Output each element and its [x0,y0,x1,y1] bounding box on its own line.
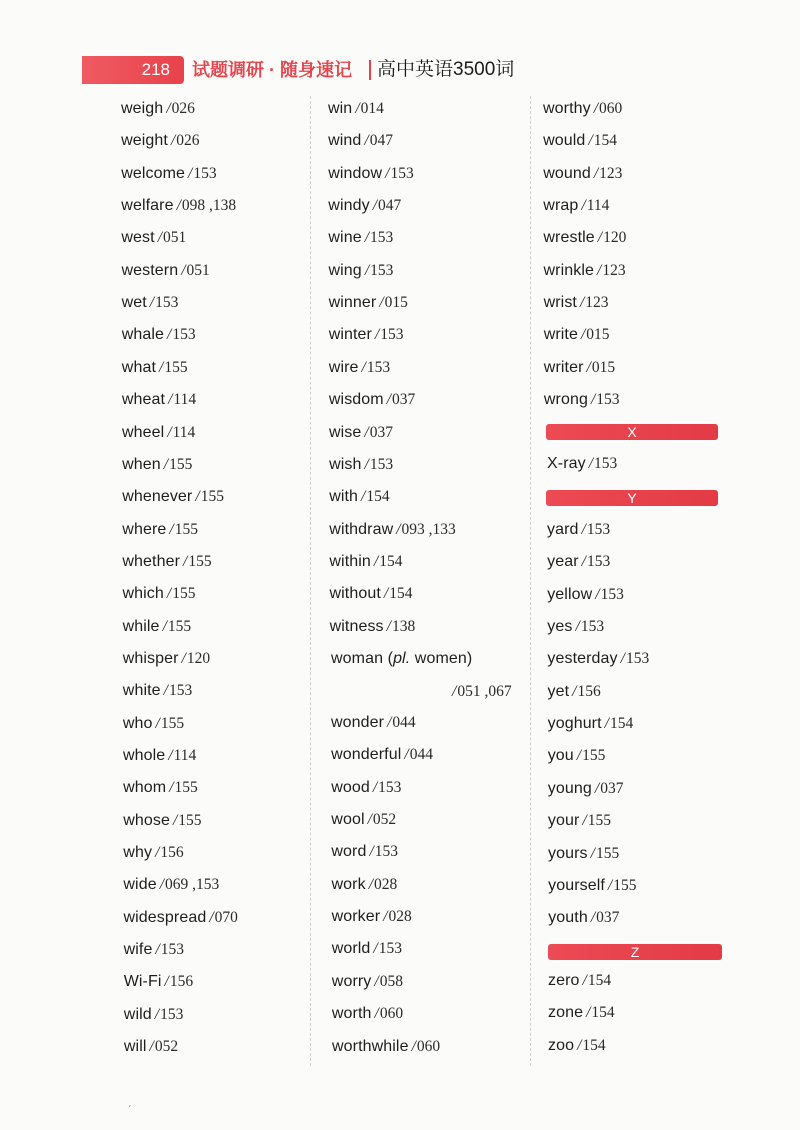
entry-pages: / 093 ,133 [393,521,456,538]
entry-word: wire [328,358,359,376]
entry-pages: / 052 [147,1038,179,1055]
entry-word: wrist [543,294,577,312]
entry-pages: / 114 [578,197,609,214]
entry-word: weight [121,132,168,150]
entry-pages: / 155 [588,845,620,862]
entry-pages: / 015 [376,294,408,311]
entry-plural: women) [410,650,473,667]
entry-pages: / 155 [153,715,185,732]
entry-pages: / 070 [206,909,238,926]
entry-pages: / 114 [165,747,196,764]
entry-pages: / 155 [156,359,188,376]
word-entry [121,227,186,249]
word-entry [329,357,390,379]
word-entry [548,1035,606,1057]
word-entry [543,227,626,249]
entry-pages: / 058 [371,973,403,990]
entry-pages: / 155 [180,553,212,570]
entry-pages: / 014 [352,100,384,117]
word-entry [543,130,617,152]
word-entry [122,454,192,476]
entry-pages: / 153 [152,941,184,958]
entry-pages: / 155 [160,618,192,635]
word-entry [544,292,609,314]
entry-word: why [123,844,153,862]
section-letter: X [627,424,637,440]
entry-pages: / 155 [574,747,606,764]
entry-word: wrestle [543,229,595,247]
word-entry [544,389,620,411]
entry-pages: / 153 [579,521,611,538]
entry-pages: / 047 [370,197,402,214]
entry-pages: / 155 [166,779,198,796]
word-entry [123,616,192,638]
word-entry [548,843,619,865]
entry-pages: / 154 [585,132,617,149]
word-entry [331,841,398,863]
entry-pages: / 155 [192,488,224,505]
entry-word: winner [328,294,377,312]
word-entry [548,875,636,897]
entry-pages: / 037 [384,391,416,408]
page-number-tab [82,56,184,84]
entry-word: word [331,843,367,861]
word-entry [328,163,414,185]
word-entry [547,551,610,573]
entry-word: youth [548,909,588,927]
entry-word: yellow [547,585,593,603]
entry-pages: / 015 [578,326,610,343]
word-entry [329,260,394,282]
entry-word: when [122,455,161,473]
entry-word: zone [548,1004,584,1022]
word-entry [548,745,606,767]
entry-word: writer [543,358,584,376]
entry-pages: / 154 [574,1037,606,1054]
entry-word: witness [329,617,384,635]
entry-pages: / 044 [384,714,416,731]
word-entry [124,907,238,929]
entry-word: wrap [543,197,579,215]
entry-pages: / 037 [361,424,393,441]
entry-pages: / 155 [166,521,198,538]
entry-word: where [122,520,167,538]
entry-word: while [122,617,160,635]
entry-word: whale [121,326,164,344]
book-title: 高中英语3500词 [377,59,515,80]
word-entry [329,292,408,314]
word-entry [329,422,393,444]
entry-pages: / 154 [371,553,403,570]
word-entry [548,778,624,800]
entry-word: world [331,940,371,958]
entry-word: wish [329,455,362,473]
word-entry [124,971,193,993]
entry-pages: / 052 [365,811,397,828]
entry-word: what [121,358,156,376]
word-entry [122,292,179,314]
entry-pages: / 060 [372,1005,404,1022]
entry-pages: / 098 ,138 [174,197,237,214]
entry-word: wife [123,941,153,959]
word-entry [328,98,384,120]
entry-pages: / 155 [170,812,202,829]
word-entry [332,971,403,993]
word-entry [332,1036,440,1058]
entry-pages: / 153 [618,650,650,667]
entry-word: young [547,779,592,797]
entry-pages: / 015 [584,359,616,376]
word-entry [332,1003,403,1025]
entry-word: your [547,812,580,830]
entry-word: yesterday [547,650,618,668]
word-entry [329,454,393,476]
entry-word: yours [548,844,588,862]
entry-pages: / 155 [161,456,193,473]
word-entry [329,519,456,541]
entry-pages: / 060 [591,100,623,117]
word-entry [548,1002,615,1024]
word-entry [123,842,183,864]
entry-pages: / 060 [409,1038,441,1055]
entry-word: worker [331,908,381,926]
word-entry [547,584,624,606]
entry-pages: / 153 [586,455,618,472]
entry-pages: / 153 [185,165,217,182]
entry-word: worthy [543,100,591,117]
entry-pages: / 114 [165,391,196,408]
word-entry [329,551,402,573]
word-entry [124,1036,178,1058]
entry-word: wild [123,1005,152,1023]
entry-pages: / 120 [595,229,627,246]
entry-word: with [329,488,359,506]
entry-pages: / 153 [592,586,624,603]
entry-word: Wi-Fi [123,973,162,991]
word-entry [547,616,604,638]
entry-word: wrong [543,391,588,409]
entry-word: worry [331,972,372,990]
entry-pages: / 156 [162,973,194,990]
entry-word: worth [331,1005,372,1023]
entry-word: zero [548,972,580,989]
entry-word: widespread [123,908,207,926]
word-entry [123,745,196,767]
word-entry [329,389,415,411]
entry-pages: / 153 [370,940,402,957]
entry-word: wide [123,876,157,894]
entry-word: welfare [121,197,174,215]
entry-word: X-ray [547,455,586,472]
entry-word: yard [547,521,579,538]
entry-pages: / 153 [579,553,611,570]
entry-pages: / 026 [163,100,195,117]
entry-word: window [328,164,383,182]
entry-word: wine [328,229,362,247]
entry-word: worthwhile [332,1037,409,1055]
section-letter: Y [627,490,637,506]
word-entry [328,130,393,152]
entry-pages: / 051 [178,262,210,279]
entry-word: write [543,326,578,344]
word-entry [122,357,188,379]
header-divider [369,60,371,80]
word-entry [122,422,195,444]
page-header [0,0,800,100]
entry-pages: / 154 [381,585,413,602]
entry-pages: / 154 [580,972,612,989]
entry-word: windy [328,197,370,215]
entry-word: wheel [122,423,165,441]
word-entry [331,777,401,799]
word-entry [122,519,198,541]
entry-pages: / 153 [362,229,394,246]
word-entry [122,260,210,282]
entry-pages: / 155 [164,585,196,602]
word-entry [548,810,611,832]
entry-word: whisper [122,649,179,667]
word-entry [123,874,219,896]
entry-word: you [547,747,574,765]
word-entry [547,453,617,475]
entry-word: wool [331,811,365,829]
word-entry [123,583,196,605]
word-entry [328,227,393,249]
entry-pages: / 156 [152,844,184,861]
entry-word: withdraw [329,520,394,538]
word-entry [329,324,404,346]
word-entry [332,938,402,960]
entry-pages: / 051 [155,229,187,246]
letter-section-x [546,424,718,440]
entry-word: western [121,261,179,279]
word-entry [121,195,236,217]
print-mark: ˊ [128,1105,132,1116]
entry-word: welcome [121,164,186,182]
entry-pages: / 037 [592,780,624,797]
entry-word: west [121,229,155,247]
entry-word: wound [543,164,591,182]
word-entry [328,195,401,217]
entry-word: zoo [548,1036,575,1054]
entry-word: whose [123,811,170,829]
entry-word: wing [328,261,362,279]
entry-pages: / 153 [372,326,404,343]
word-entry [548,907,619,929]
word-entry [330,583,413,605]
entry-pages: / 028 [366,876,398,893]
word-entry [123,777,198,799]
entry-word: white [122,682,161,700]
entry-pages: / 153 [164,326,196,343]
word-entry [331,809,396,831]
entry-pages: / 120 [179,650,211,667]
entry-word: wood [331,778,370,796]
word-entry [124,1004,184,1026]
entry-pages: / 155 [579,812,611,829]
word-entry [123,810,201,832]
word-entry [122,324,196,346]
entry-paren: ( [383,650,394,667]
word-entry [330,616,416,638]
word-entry [332,874,398,896]
entry-word: yes [547,618,573,636]
section-title: 试题调研 · 随身速记 [192,60,352,80]
letter-section-z [548,944,722,960]
entry-pages: / 153 [362,262,394,279]
entry-word: win [328,100,353,117]
entry-word: whom [123,779,167,797]
entry-pages: / 114 [164,424,195,441]
entry-pages: / 044 [401,746,433,763]
entry-pages: / 123 [591,165,623,182]
entry-pages: / 047 [361,132,393,149]
entry-word: wet [121,294,147,312]
entry-pages: / 153 [573,618,605,635]
entry-pages: / 154 [583,1004,615,1021]
word-entry [122,389,196,411]
entry-pages: / 154 [358,488,390,505]
word-entry [547,519,610,541]
word-entry [543,195,609,217]
entry-word: whether [122,552,181,570]
word-entry [547,648,649,670]
word-entry [121,130,199,152]
word-entry [123,648,210,670]
word-entry [548,713,634,735]
entry-word: within [329,552,371,570]
entry-pages: / 153 [147,294,179,311]
entry-pages: / 037 [588,909,620,926]
word-entry [544,324,610,346]
word-entry [123,713,184,735]
entry-pages: / 153 [161,682,193,699]
word-entry [121,163,216,185]
entry-pages: / 138 [384,618,416,635]
entry-pages: / 153 [152,1006,184,1023]
word-entry [124,939,184,961]
entry-word: woman [331,650,384,667]
entry-word: without [329,585,381,603]
entry-word: yoghurt [547,715,602,733]
word-entry [122,486,224,508]
entry-pages: / 153 [362,456,394,473]
entry-word: wonderful [331,746,402,764]
entry-word: yet [547,682,570,700]
entry-pages: / 153 [366,843,398,860]
word-entry [331,648,472,670]
entry-word: wise [329,423,362,441]
entry-word: which [122,585,164,603]
entry-word: wheat [121,391,166,409]
entry-word: weigh [121,100,164,117]
letter-section-y [546,490,718,506]
word-entry [329,486,389,508]
entry-word: wind [328,132,362,150]
word-entry [548,681,601,703]
entry-pages: / 153 [370,779,402,796]
entry-word: wisdom [328,391,384,409]
entry-word: will [123,1038,147,1056]
word-entry [122,551,211,573]
entry-pages: / 069 ,153 [157,876,220,893]
word-entry [544,357,615,379]
section-letter: Z [630,944,640,960]
entry-pages: / 026 [168,132,200,149]
entry-word: winter [328,326,372,344]
entry-word: yourself [548,876,605,894]
entry-pages: / 123 [594,262,626,279]
plural-abbr: pl. [393,650,411,667]
word-entry [121,98,195,120]
word-entry [543,163,622,185]
entry-pages: / 123 [577,294,609,311]
entry-pages: / 154 [602,715,634,732]
word-entry [332,906,412,928]
entry-word: wonder [331,714,385,731]
column-divider [310,96,311,1066]
word-entry [544,260,626,282]
column-divider [530,96,531,1066]
entry-pages: / 028 [380,908,412,925]
entry-word: whole [123,747,166,764]
entry-word: wrinkle [543,261,594,279]
word-entry [331,744,433,766]
word-entry [543,98,622,120]
entry-pages: / 051 ,067 [452,681,512,703]
entry-pages: / 153 [382,165,414,182]
entry-word: whenever [122,488,193,506]
entry-word: work [331,875,366,893]
word-entry [548,970,611,992]
entry-pages: / 153 [359,359,391,376]
entry-word: would [543,132,586,150]
word-entry [123,680,192,702]
entry-pages: / 156 [569,683,601,700]
entry-word: who [122,714,153,732]
word-entry [331,712,416,734]
entry-word: year [547,553,579,571]
entry-pages: / 155 [605,877,637,894]
page-number: 218 [141,60,170,79]
entry-pages: / 153 [588,391,620,408]
